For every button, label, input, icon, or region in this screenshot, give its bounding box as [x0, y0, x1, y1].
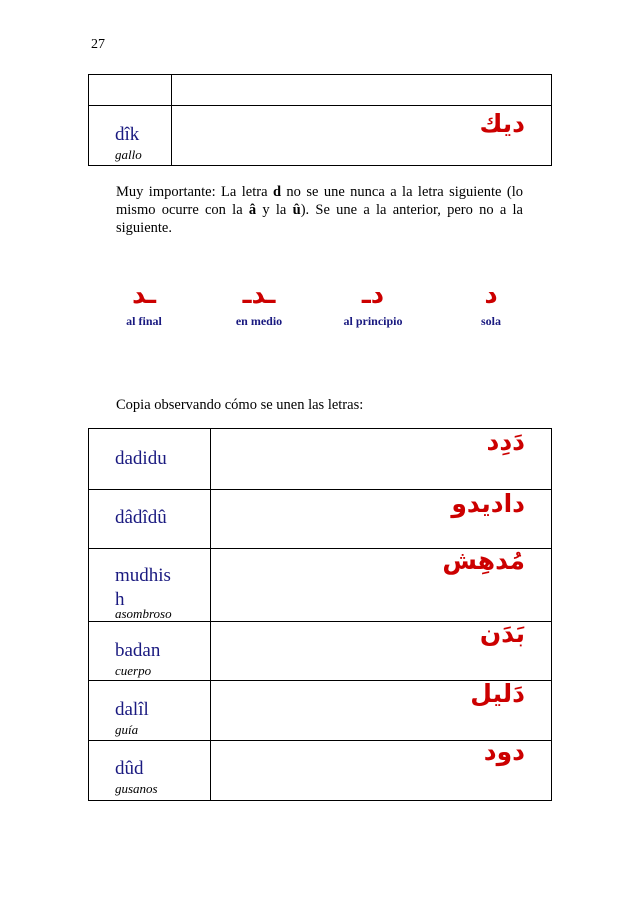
row-arabic: داديدو — [451, 489, 525, 518]
form-final-label: al final — [126, 314, 162, 328]
row-arabic: دَدِد — [486, 427, 525, 456]
exercise-table — [88, 428, 552, 801]
row-gloss: cuerpo — [115, 663, 152, 678]
copy-instruction: Copia observando cómo se unen las letras: — [116, 397, 364, 413]
form-initial-label: al principio — [343, 314, 403, 328]
word-arabic: ديك — [479, 109, 525, 138]
word-transliteration: dîk — [115, 124, 140, 145]
form-isolated-arabic: د — [484, 280, 498, 310]
form-medial-label: en medio — [235, 314, 283, 328]
row-transliteration: badan — [115, 640, 161, 661]
row-divider — [89, 740, 551, 741]
word-gloss: gallo — [115, 147, 142, 162]
column-divider — [210, 429, 211, 800]
row-gloss: gusanos — [115, 781, 158, 796]
form-initial-arabic: دـ — [361, 280, 385, 310]
row-transliteration: dûd — [115, 758, 144, 779]
row-arabic: بَدَن — [479, 619, 525, 648]
letter-a: â — [248, 202, 257, 218]
row-transliteration: dâdîdû — [115, 507, 167, 528]
top-table — [88, 74, 552, 166]
row-transliteration: dadidu — [115, 448, 167, 469]
form-final-arabic: ـد — [132, 280, 156, 310]
form-medial-arabic: ـدـ — [242, 280, 276, 310]
rule-paragraph: Muy importante: La letra d no se une nunca a la letra siguiente (lo mismo ocurre con la â y la û). Se une a la anterior, pero no a la siguiente. — [116, 184, 523, 236]
row-arabic: دَليل — [470, 679, 525, 708]
row-transliteration: dalîl — [115, 699, 149, 720]
letter-u: û — [292, 202, 301, 218]
page-number: 27 — [91, 37, 105, 52]
letter-d: d — [272, 184, 282, 200]
column-divider — [171, 75, 172, 165]
row-arabic: مُدهِش — [442, 546, 525, 575]
row-gloss: guía — [115, 722, 139, 737]
row-divider — [89, 105, 551, 106]
row-transliteration: mudhish — [115, 565, 171, 610]
form-isolated-label: sola — [480, 314, 501, 328]
row-arabic: دود — [483, 737, 525, 766]
row-gloss: asombroso — [115, 606, 172, 621]
